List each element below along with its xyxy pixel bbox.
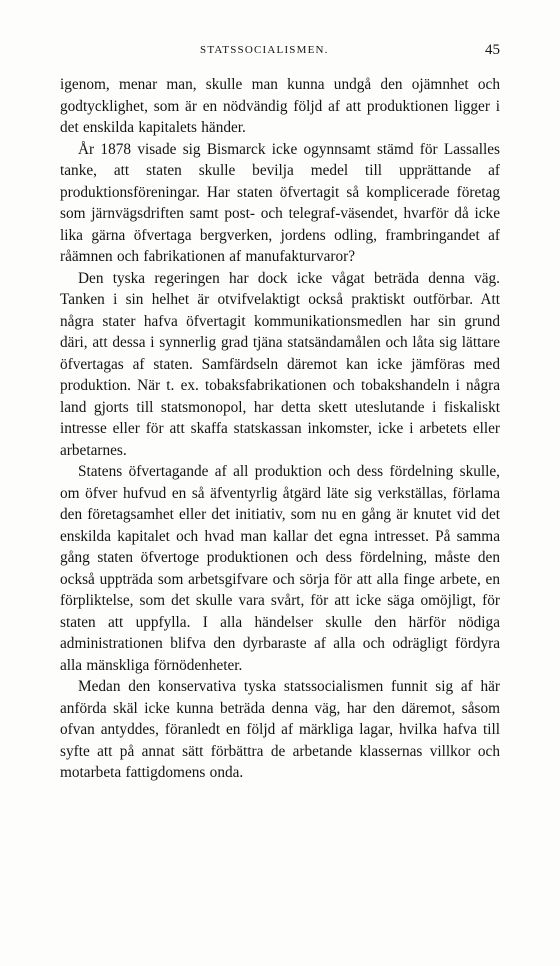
- running-head: [60, 40, 500, 66]
- paragraph-5: Medan den konservativa tyska statssocialismen funnit sig af här anförda skäl icke kunna beträda denna väg, har den däremot, såsom ofvan antyddes, föranledt en följd af märkliga lagar, hvilka hafva till syfte att på annat sätt förbättra de arbetande klassernas villkor och motarbeta fattigdomens onda.: [60, 678, 500, 781]
- body-text: [60, 74, 500, 784]
- page-number: 45: [485, 42, 500, 58]
- paragraph-4: Statens öfvertagande af all produktion och dess fördelning skulle, om öfver hufvud en så äfventyrlig åtgärd läte sig verkställas, förlama den företagsamhet eller det initiativ, som nu en gång är knutet vid det enskilda kapitalet och hvad man kallar det egna intresset. På samma gång staten öfvertoge produktionen och dess fördelning, måste den också uppträda som arbetsgifvare och sörja för att alla finge arbete, en förpliktelse, som det skulle vara svårt, för att icke säga omöjligt, för staten att uppfylla. I alla händelser skulle den härför nödiga administrationen blifva den dyrbaraste af alla och odrägligt fördyra alla mänskliga förnödenheter.: [60, 463, 500, 674]
- book-page: [60, 40, 500, 784]
- paragraph-1: igenom, menar man, skulle man kunna undgå den ojämnhet och godtycklighet, som är en nödvändig följd af att produktionen ligger i det enskilda kapitalets händer.: [60, 76, 500, 136]
- paragraph-2: År 1878 visade sig Bismarck icke ogynnsamt stämd för Lassalles tanke, att staten skulle bevilja medel till upprättande af produktionsföreningar. Har staten öfvertagit så komplicerade företag som järnvägsdriften samt post- och telegraf-väsendet, hvarför då icke lika gärna öfvertaga bergverken, jordens odling, frambringandet af råämnen och fabrikationen af manufakturvaror?: [60, 140, 500, 265]
- paragraph-3: Den tyska regeringen har dock icke vågat beträda denna väg. Tanken i sin helhet är otvifvelaktigt också praktiskt outförbar. Att några stater hafva öfvertagit kommunikationsmedlen har sin grund däri, att dessa i synnerlig grad tjäna statsändamålen och låta sig lättare öfvertagas af staten. Samfärdseln däremot kan icke jämföras med produktion. När t. ex. tobaksfabrikationen och tobakshandeln i några land gjorts till statsmonopol, har detta skett uteslutande i fiskaliskt intresse eller för att skaffa statskassan inkomster, icke i arbetets eller arbetarnes.: [60, 269, 500, 459]
- running-title: STATSSOCIALISMEN.: [200, 44, 329, 56]
